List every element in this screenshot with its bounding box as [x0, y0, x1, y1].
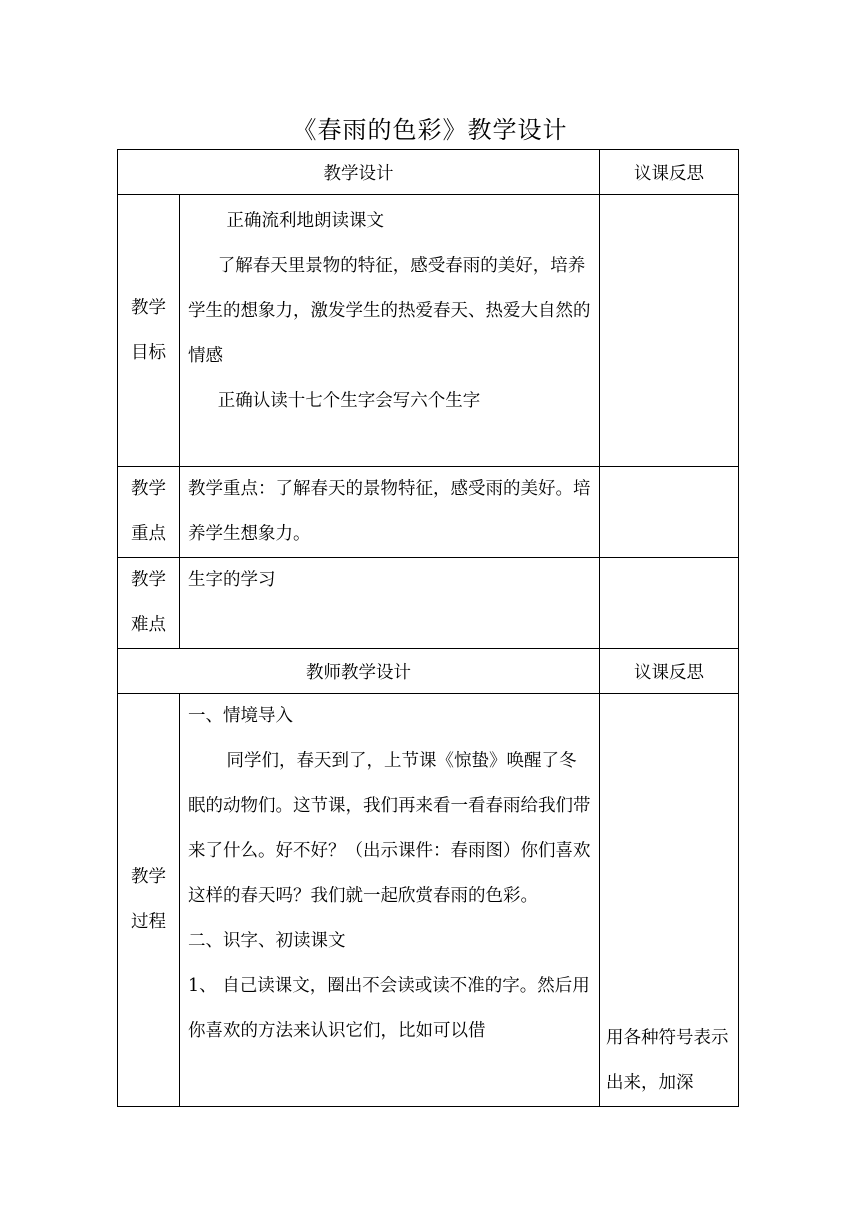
- section-heading: 二、识字、初读课文: [188, 931, 346, 951]
- header-row-teacher: [118, 649, 739, 694]
- document-title: 《春雨的色彩》教学设计: [292, 116, 568, 144]
- process-content: [180, 694, 600, 1107]
- keypoints-reflect-cell: [600, 467, 739, 558]
- goal-item: 了解春天里景物的特征，感受春雨的美好，培养学生的想象力，激发学生的热爱春天、热爱大自然的情感: [188, 256, 591, 366]
- section-heading: 一、情境导入: [188, 706, 293, 726]
- goals-row: [118, 195, 739, 467]
- keypoints-label: 教学 重点: [118, 467, 180, 558]
- paragraph: 同学们，春天到了，上节课《惊蛰》唤醒了冬眠的动物们。这节课，我们再来看一看春雨给我们带来了什么。好不好？（出示课件：春雨图）你们喜欢这样的春天吗？我们就一起欣赏春雨的色彩。: [188, 751, 591, 906]
- list-item: 1、 自己读课文，圈出不会读或读不准的字。然后用你喜欢的方法来认识它们，比如可以借: [188, 976, 590, 1041]
- keypoints-content: 教学重点：了解春天的景物特征，感受雨的美好。培养学生想象力。: [180, 467, 600, 558]
- keypoints-row: [118, 467, 739, 558]
- header-teacher-reflect-cell: 议课反思: [600, 649, 739, 694]
- header-row-design: [118, 150, 739, 195]
- header-design-cell: 教学设计: [118, 150, 600, 195]
- header-teacher-design-cell: 教师教学设计: [118, 649, 600, 694]
- lesson-plan-table: [117, 149, 739, 1107]
- header-reflect-cell: 议课反思: [600, 150, 739, 195]
- goal-item: 正确流利地朗读课文: [226, 211, 384, 231]
- difficulty-content: 生字的学习: [180, 558, 600, 649]
- difficulty-label: 教学 难点: [118, 558, 180, 649]
- difficulty-row: [118, 558, 739, 649]
- process-label: 教学 过程: [118, 694, 180, 1107]
- difficulty-reflect-cell: [600, 558, 739, 649]
- goals-content: [180, 195, 600, 467]
- goals-label: 教学 目标: [118, 195, 180, 467]
- reflect-note: 用各种符号表示出来，加深: [606, 1028, 729, 1093]
- process-row: [118, 694, 739, 1107]
- goal-item: 正确认读十七个生字会写六个生字: [217, 391, 481, 411]
- goals-reflect-cell: [600, 195, 739, 467]
- process-reflect-cell: [600, 694, 739, 1107]
